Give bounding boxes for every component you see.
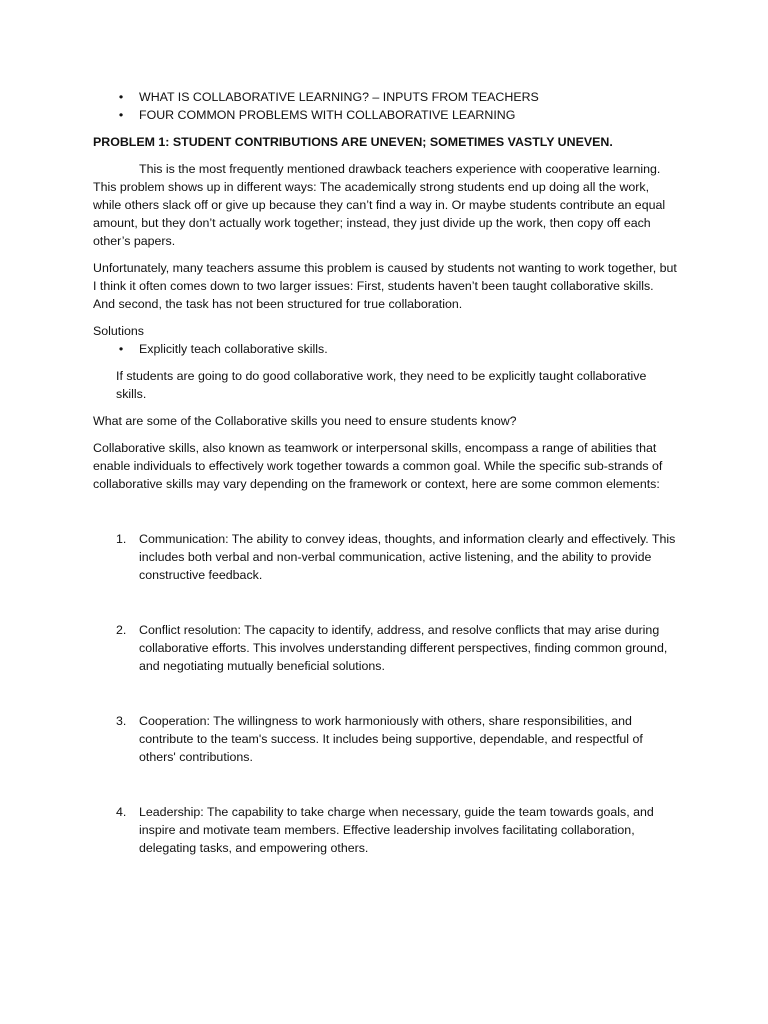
list-item-text: FOUR COMMON PROBLEMS WITH COLLABORATIVE LEARNING [139, 108, 516, 122]
solutions-bullet-list [93, 340, 678, 358]
paragraph-drawback: This is the most frequently mentioned drawback teachers experience with cooperative learning. This problem shows up in different ways: The academically strong students end up doing all the work, while others slack off or give up because they can’t find a way in. Or maybe students contribute an equal amount, but they don’t actually work together; instead, they just divide up the work, then copy off each other’s papers. [93, 162, 666, 248]
list-item-text: Explicitly teach collaborative skills. [139, 342, 328, 356]
list-item [93, 803, 678, 857]
list-item-text: Leadership: The capability to take charge when necessary, guide the team towards goals, and inspire and motivate team members. Effective leadership involves facilitating collaboration, delegating tasks, and empowering others. [139, 805, 654, 855]
list-item [93, 88, 678, 106]
list-number: 2. [116, 623, 127, 637]
top-bullet-list [93, 88, 678, 124]
document-body [93, 88, 678, 857]
solutions-label: Solutions [93, 324, 144, 338]
bullet-icon: • [118, 90, 124, 104]
solution-explanation: If students are going to do good collaborative work, they need to be explicitly taught collaborative skills. [116, 369, 647, 401]
list-number: 1. [116, 532, 127, 546]
list-number: 3. [116, 714, 127, 728]
bullet-icon: • [118, 108, 124, 122]
skills-question: What are some of the Collaborative skills you need to ensure students know? [93, 414, 517, 428]
list-number: 4. [116, 805, 127, 819]
paragraph-assumption: Unfortunately, many teachers assume this problem is caused by students not wanting to work together, but I think it often comes down to two larger issues: First, students haven’t been taught collaborative skills. And second, the task has not been structured for true collaboration. [93, 261, 677, 311]
list-item-text: WHAT IS COLLABORATIVE LEARNING? – INPUTS FROM TEACHERS [139, 90, 539, 104]
problem-heading: PROBLEM 1: STUDENT CONTRIBUTIONS ARE UNEVEN; SOMETIMES VASTLY UNEVEN. [93, 135, 613, 149]
list-item [93, 106, 678, 124]
list-item-text: Communication: The ability to convey ideas, thoughts, and information clearly and effectively. This includes both verbal and non-verbal communication, active listening, and the ability to provide constructive feedback. [139, 532, 676, 582]
bullet-icon: • [118, 342, 124, 356]
list-item [93, 621, 678, 675]
list-item-text: Conflict resolution: The capacity to identify, address, and resolve conflicts that may arise during collaborative efforts. This involves understanding different perspectives, finding common ground, and negotiating mutually beneficial solutions. [139, 623, 668, 673]
list-item [93, 712, 678, 766]
list-item-text: Cooperation: The willingness to work harmoniously with others, share responsibilities, and contribute to the team's success. It includes being supportive, dependable, and respectful of others' contributions. [139, 714, 643, 764]
skills-numbered-list [93, 530, 678, 857]
list-item [93, 340, 678, 358]
skills-intro: Collaborative skills, also known as teamwork or interpersonal skills, encompass a range of abilities that enable individuals to effectively work together towards a common goal. While the specific sub-strands of collaborative skills may vary depending on the framework or context, here are some common elements: [93, 441, 663, 491]
list-item [93, 530, 678, 584]
